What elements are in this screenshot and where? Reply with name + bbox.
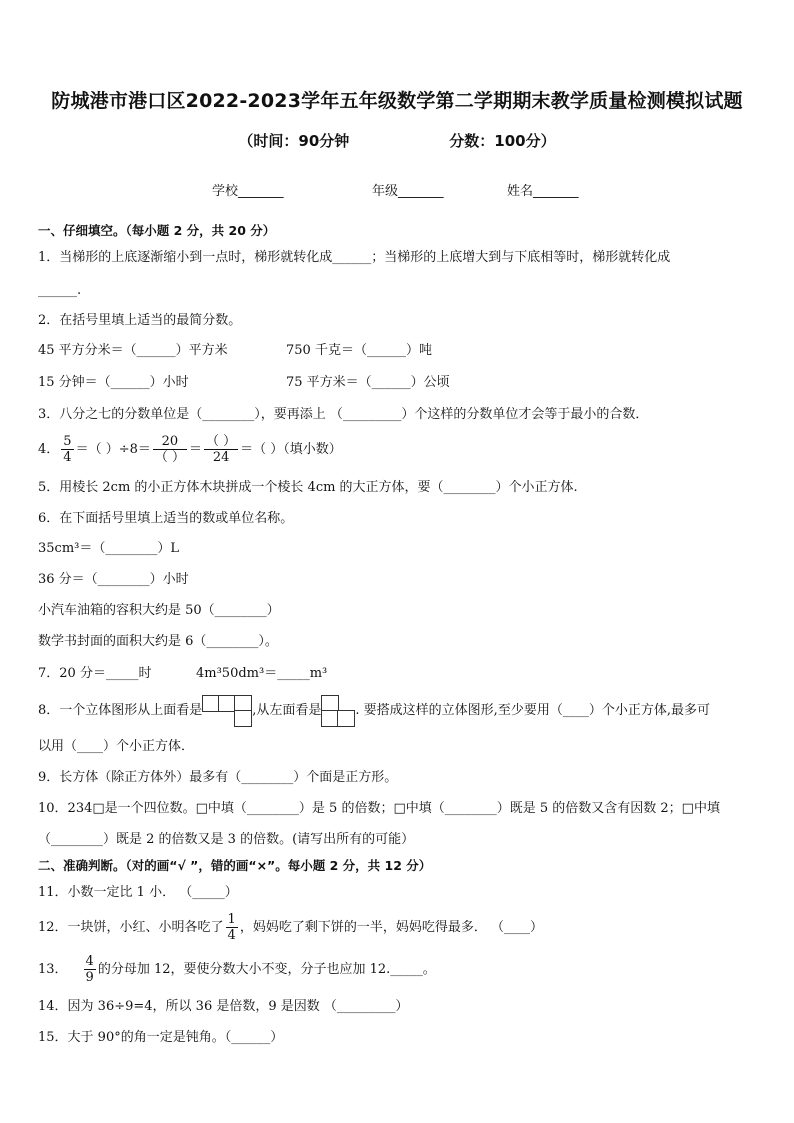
fraction-5-4: $\frac{5}{4}$	[63, 434, 72, 465]
question-5: 5．用棱长 2cm 的小正方体木块拼成一个棱长 4cm 的大正方体，要（________）个小正方体.	[38, 480, 578, 495]
question-8-text-b: ,从左面看是	[252, 703, 322, 718]
section-1-title: 一、仔细填空。（每小题 2 分，共 20 分）	[38, 223, 276, 238]
fraction-4-9: $\frac{4}{9}$	[85, 954, 94, 985]
time-label: （时间：90分钟	[238, 132, 350, 150]
question-2-stem: 2．在括号里填上适当的最简分数。	[38, 313, 242, 328]
score-label: 分数：100分）	[449, 132, 556, 150]
question-12-text-a: 12．一块饼，小红、小明各吃了	[38, 920, 224, 935]
question-3: 3．八分之七的分数单位是（________），要再添上 （_________）个这样的分数单位才会等于最小的合数．	[38, 407, 649, 422]
fraction-1-4: $\frac{1}{4}$	[227, 912, 236, 943]
question-1-line-2: ______.	[38, 283, 82, 298]
question-9: 9．长方体（除正方体外）最多有（________）个面是正方形。	[38, 770, 398, 785]
grade-field[interactable]: 年级_______	[372, 184, 444, 199]
question-13	[38, 952, 436, 988]
question-14: 14．因为 36÷9=4，所以 36 是倍数，9 是因数 （_________）	[38, 999, 409, 1014]
question-8-text-c: . 要搭成这样的立体图形,至少要用（____）个小正方体,最多可	[355, 703, 710, 718]
fraction-20-blank: $\frac{20}{( )}$	[154, 434, 185, 465]
question-4-number: 4．	[38, 442, 60, 457]
question-2-item-1: 45 平方分米＝（______）平方米	[38, 343, 228, 358]
question-6-stem: 6．在下面括号里填上适当的数或单位名称。	[38, 511, 294, 526]
question-13-text: 的分母加 12，要使分数大小不变，分子也应加 12._____。	[97, 962, 436, 977]
question-8-line-2: 以用（____）个小正方体．	[38, 739, 195, 754]
exam-subtitle	[0, 130, 794, 151]
name-field[interactable]: 姓名_______	[507, 184, 579, 199]
question-6-item-2: 36 分＝（________）小时	[38, 572, 189, 587]
school-field[interactable]: 学校_______	[212, 184, 284, 199]
question-8-text-a: 8．一个立体图形从上面看是	[38, 703, 203, 718]
question-6-item-1: 35cm³＝（________）L	[38, 541, 179, 556]
fraction-blank-24: $\frac{( )}{24}$	[206, 434, 237, 465]
question-10-line-2: （________）既是 2 的倍数又是 3 的倍数。(请写出所有的可能）	[38, 832, 415, 847]
question-7-part-2: 4m³50dm³＝_____m³	[196, 666, 328, 681]
question-13-number: 13．	[38, 962, 68, 977]
question-2-item-3: 15 分钟＝（______）小时	[38, 375, 189, 390]
question-6-item-4: 数学书封面的面积大约是 6（________）。	[38, 634, 278, 649]
question-4-equals: ＝	[189, 442, 203, 457]
section-2-title: 二、准确判断。（对的画“√ ”，错的画“×”。每小题 2 分，共 12 分）	[38, 858, 432, 873]
left-view-grid	[321, 695, 355, 727]
question-15: 15．大于 90°的角一定是钝角。（______）	[38, 1030, 284, 1045]
top-view-grid	[202, 695, 252, 727]
question-4	[38, 430, 342, 470]
question-8-line-1	[38, 694, 710, 728]
question-1-line-1: 1．当梯形的上底逐渐缩小到一点时，梯形就转化成______；当梯形的上底增大到与下底相等时，梯形就转化成	[38, 250, 671, 265]
question-12	[38, 910, 543, 946]
question-10-line-1: 10．234□是一个四位数。□中填（________）是 5 的倍数；□中填（________）既是 5 的倍数又含有因数 2；□中填	[38, 801, 720, 816]
question-7-part-1: 7．20 分＝_____时	[38, 666, 152, 681]
question-2-item-2: 750 千克＝（______）吨	[286, 343, 432, 358]
question-4-tail: ＝（ ）（填小数）	[240, 442, 342, 457]
question-11: 11．小数一定比 1 小． （_____）	[38, 885, 238, 900]
question-6-item-3: 小汽车油箱的容积大约是 50（________）	[38, 603, 280, 618]
question-2-item-4: 75 平方米＝（______）公顷	[286, 375, 450, 390]
question-4-middle: ＝（ ）÷8＝	[75, 442, 151, 457]
question-12-text-b: ，妈妈吃了剩下饼的一半，妈妈吃得最多． （____）	[239, 920, 543, 935]
exam-title: 防城港市港口区2022-2023学年五年级数学第二学期期末教学质量检测模拟试题	[51, 90, 743, 112]
